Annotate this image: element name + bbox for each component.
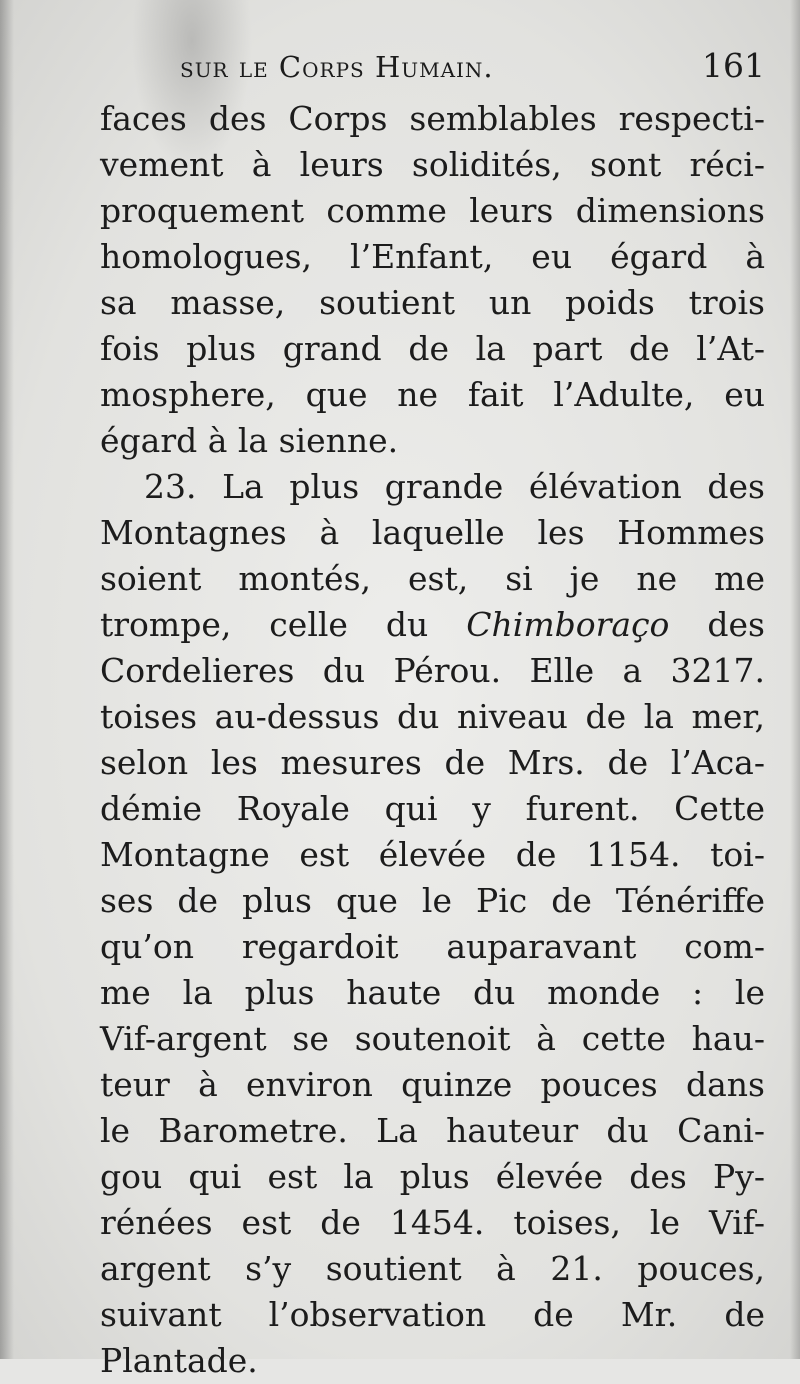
text-line: égard à la sienne.: [100, 421, 399, 460]
text-line: le Barometre. La hauteur du Cani-: [100, 1111, 765, 1150]
text-line: teur à environ quinze pouces dans: [100, 1065, 765, 1104]
text-line: fois plus grand de la part de l’At-: [100, 329, 765, 368]
text-line: gou qui est la plus élevée des Py-: [100, 1157, 765, 1196]
text-line: Montagnes à laquelle les Hommes: [100, 513, 765, 552]
text-line: ses de plus que le Pic de Ténériffe: [100, 881, 765, 920]
text-line: Vif-argent se soutenoit à cette hau-: [100, 1019, 765, 1058]
text-line: Cordelieres du Pérou. Elle a 3217.: [100, 651, 765, 690]
text-line: homologues, l’Enfant, eu égard à: [100, 237, 765, 276]
text-line: qu’on regardoit auparavant com-: [100, 927, 765, 966]
text-line: argent s’y soutient à 21. pouces,: [100, 1249, 765, 1288]
emphasis-chimborazo: Chimboraço: [466, 605, 670, 644]
text-line: proquement comme leurs dimensions: [100, 191, 765, 230]
text-line: selon les mesures de Mrs. de l’Aca-: [100, 743, 765, 782]
text-line-with-emphasis: [100, 602, 765, 648]
text-line: démie Royale qui y furent. Cette: [100, 789, 765, 828]
text-line: Montagne est élevée de 1154. toi-: [100, 835, 765, 874]
text-segment: trompe, celle du: [100, 605, 429, 644]
page-header: [180, 44, 765, 94]
text-line: suivant l’observation de Mr. de: [100, 1295, 765, 1334]
page-number: 161: [702, 46, 765, 85]
text-line: mosphere, que ne fait l’Adulte, eu: [100, 375, 765, 414]
text-line: toises au-dessus du niveau de la mer,: [100, 697, 765, 736]
text-segment: des: [707, 605, 765, 644]
text-line: sa masse, soutient un poids trois: [100, 283, 765, 322]
text-line: faces des Corps semblables respecti-: [100, 99, 765, 138]
text-line: rénées est de 1454. toises, le Vif-: [100, 1203, 765, 1242]
body-text: [100, 96, 765, 1384]
text-line: me la plus haute du monde : le: [100, 973, 765, 1012]
text-line: vement à leurs solidités, sont réci-: [100, 145, 765, 184]
text-line: Plantade.: [100, 1341, 258, 1380]
paragraph-23-start: 23. La plus grande élévation des: [144, 467, 765, 506]
text-line: soient montés, est, si je ne me: [100, 559, 765, 598]
running-title: sur le Corps Humain.: [180, 50, 494, 84]
